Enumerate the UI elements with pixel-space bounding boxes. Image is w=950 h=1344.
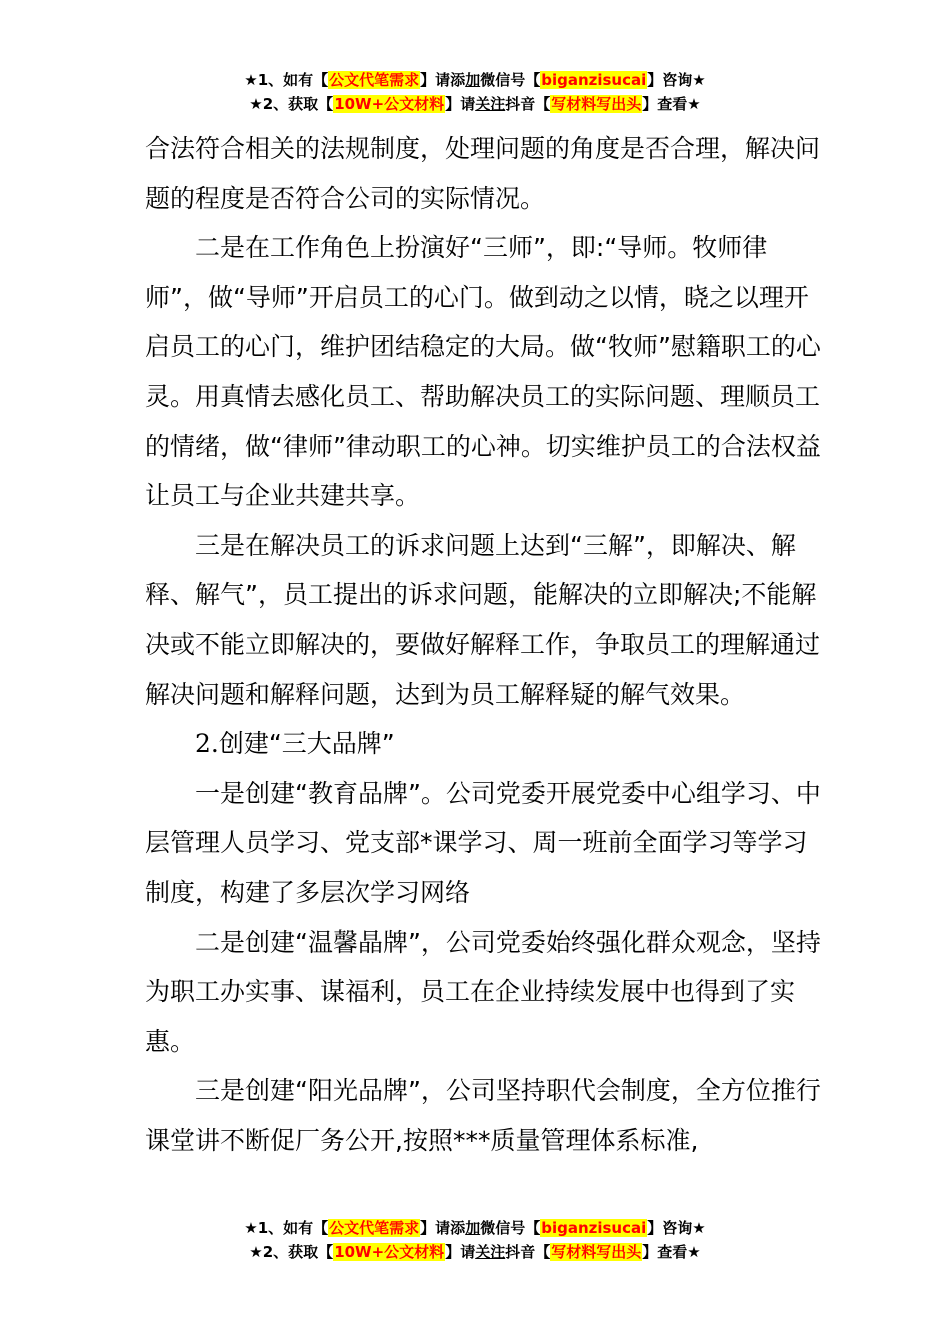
banner-highlight: 写材料写出头 — [551, 1243, 642, 1261]
banner-text: 】咨询★ — [647, 71, 706, 89]
banner-text: 微信号【 — [480, 71, 541, 89]
paragraph: 二是在工作角色上扮演好“三师”，即:“导师。牧师律师”，做“导师”开启员工的心门。做到动之以情，晓之以理开启员工的心门，维护团结稳定的大局。做“牧师”慰籍职工的心灵。用真情去感化员工、帮助解决员工的实际问题、理顺员工的情绪，做“律师”律动职工的心神。切实维护员工的合法权益让员工与企业共建共享。 — [145, 233, 821, 511]
banner-text: ★1、如有【 — [244, 1219, 329, 1237]
banner-underline: 关注 — [475, 1243, 506, 1261]
banner-text: 】咨询★ — [647, 1219, 706, 1237]
footer-banner — [0, 1216, 950, 1264]
paragraph: 三是创建“阳光品牌”，公司坚持职代会制度，全方位推行课堂讲不断促厂务公开,按照***质量管理体系标准, — [145, 1076, 821, 1155]
banner-text: 】请 — [445, 95, 476, 113]
paragraph: 三是在解决员工的诉求问题上达到“三解”，即解决、解释、解气”，员工提出的诉求问题，能解决的立即解决;不能解决或不能立即解决的，要做好解释工作，争取员工的理解通过解决问题和解释问题，达到为员工解释疑的解气效果。 — [145, 530, 821, 709]
paragraph: 二是创建“温馨晶牌”，公司党委始终强化群众观念，坚持为职工办实事、谋福利，员工在企业持续发展中也得到了实惠。 — [145, 927, 821, 1056]
banner-highlight: 公文代笔需求 — [329, 71, 420, 89]
banner-text: 】查看★ — [642, 1243, 701, 1261]
banner-text: 】请 — [445, 1243, 476, 1261]
banner-text: ★1、如有【 — [244, 71, 329, 89]
paragraph: 合法符合相关的法规制度，处理问题的角度是否合理，解决问题的程度是否符合公司的实际情况。 — [145, 134, 821, 213]
banner-highlight: biganzisucai — [541, 71, 647, 89]
banner-highlight: 10W+公文材料 — [334, 95, 445, 113]
section-heading — [145, 719, 825, 769]
banner-underline: 加 — [465, 71, 481, 89]
banner-line-2 — [0, 92, 950, 116]
banner-line-1 — [0, 68, 950, 92]
heading-text: 创建“三大品牌” — [218, 729, 395, 759]
banner-highlight: 公文代笔需求 — [329, 1219, 420, 1237]
document-body — [145, 124, 825, 1165]
heading-number: 2. — [195, 729, 219, 759]
banner-text: 】请添 — [420, 71, 466, 89]
banner-underline: 关注 — [475, 95, 506, 113]
banner-text: 微信号【 — [480, 1219, 541, 1237]
paragraph: 一是创建“教育品牌”。公司党委开展党委中心组学习、中层管理人员学习、党支部*课学习、周一班前全面学习等学习制度，构建了多层次学习网络 — [145, 778, 821, 907]
banner-text: 】查看★ — [642, 95, 701, 113]
banner-text: 】请添 — [420, 1219, 466, 1237]
header-banner — [0, 68, 950, 116]
banner-text: 抖音【 — [505, 1243, 551, 1261]
banner-text: 抖音【 — [505, 95, 551, 113]
banner-text: ★2、获取【 — [249, 1243, 334, 1261]
banner-line-1 — [0, 1216, 950, 1240]
banner-line-2 — [0, 1240, 950, 1264]
banner-highlight: biganzisucai — [541, 1219, 647, 1237]
banner-text: ★2、获取【 — [249, 95, 334, 113]
banner-highlight: 写材料写出头 — [551, 95, 642, 113]
banner-highlight: 10W+公文材料 — [334, 1243, 445, 1261]
banner-underline: 加 — [465, 1219, 481, 1237]
